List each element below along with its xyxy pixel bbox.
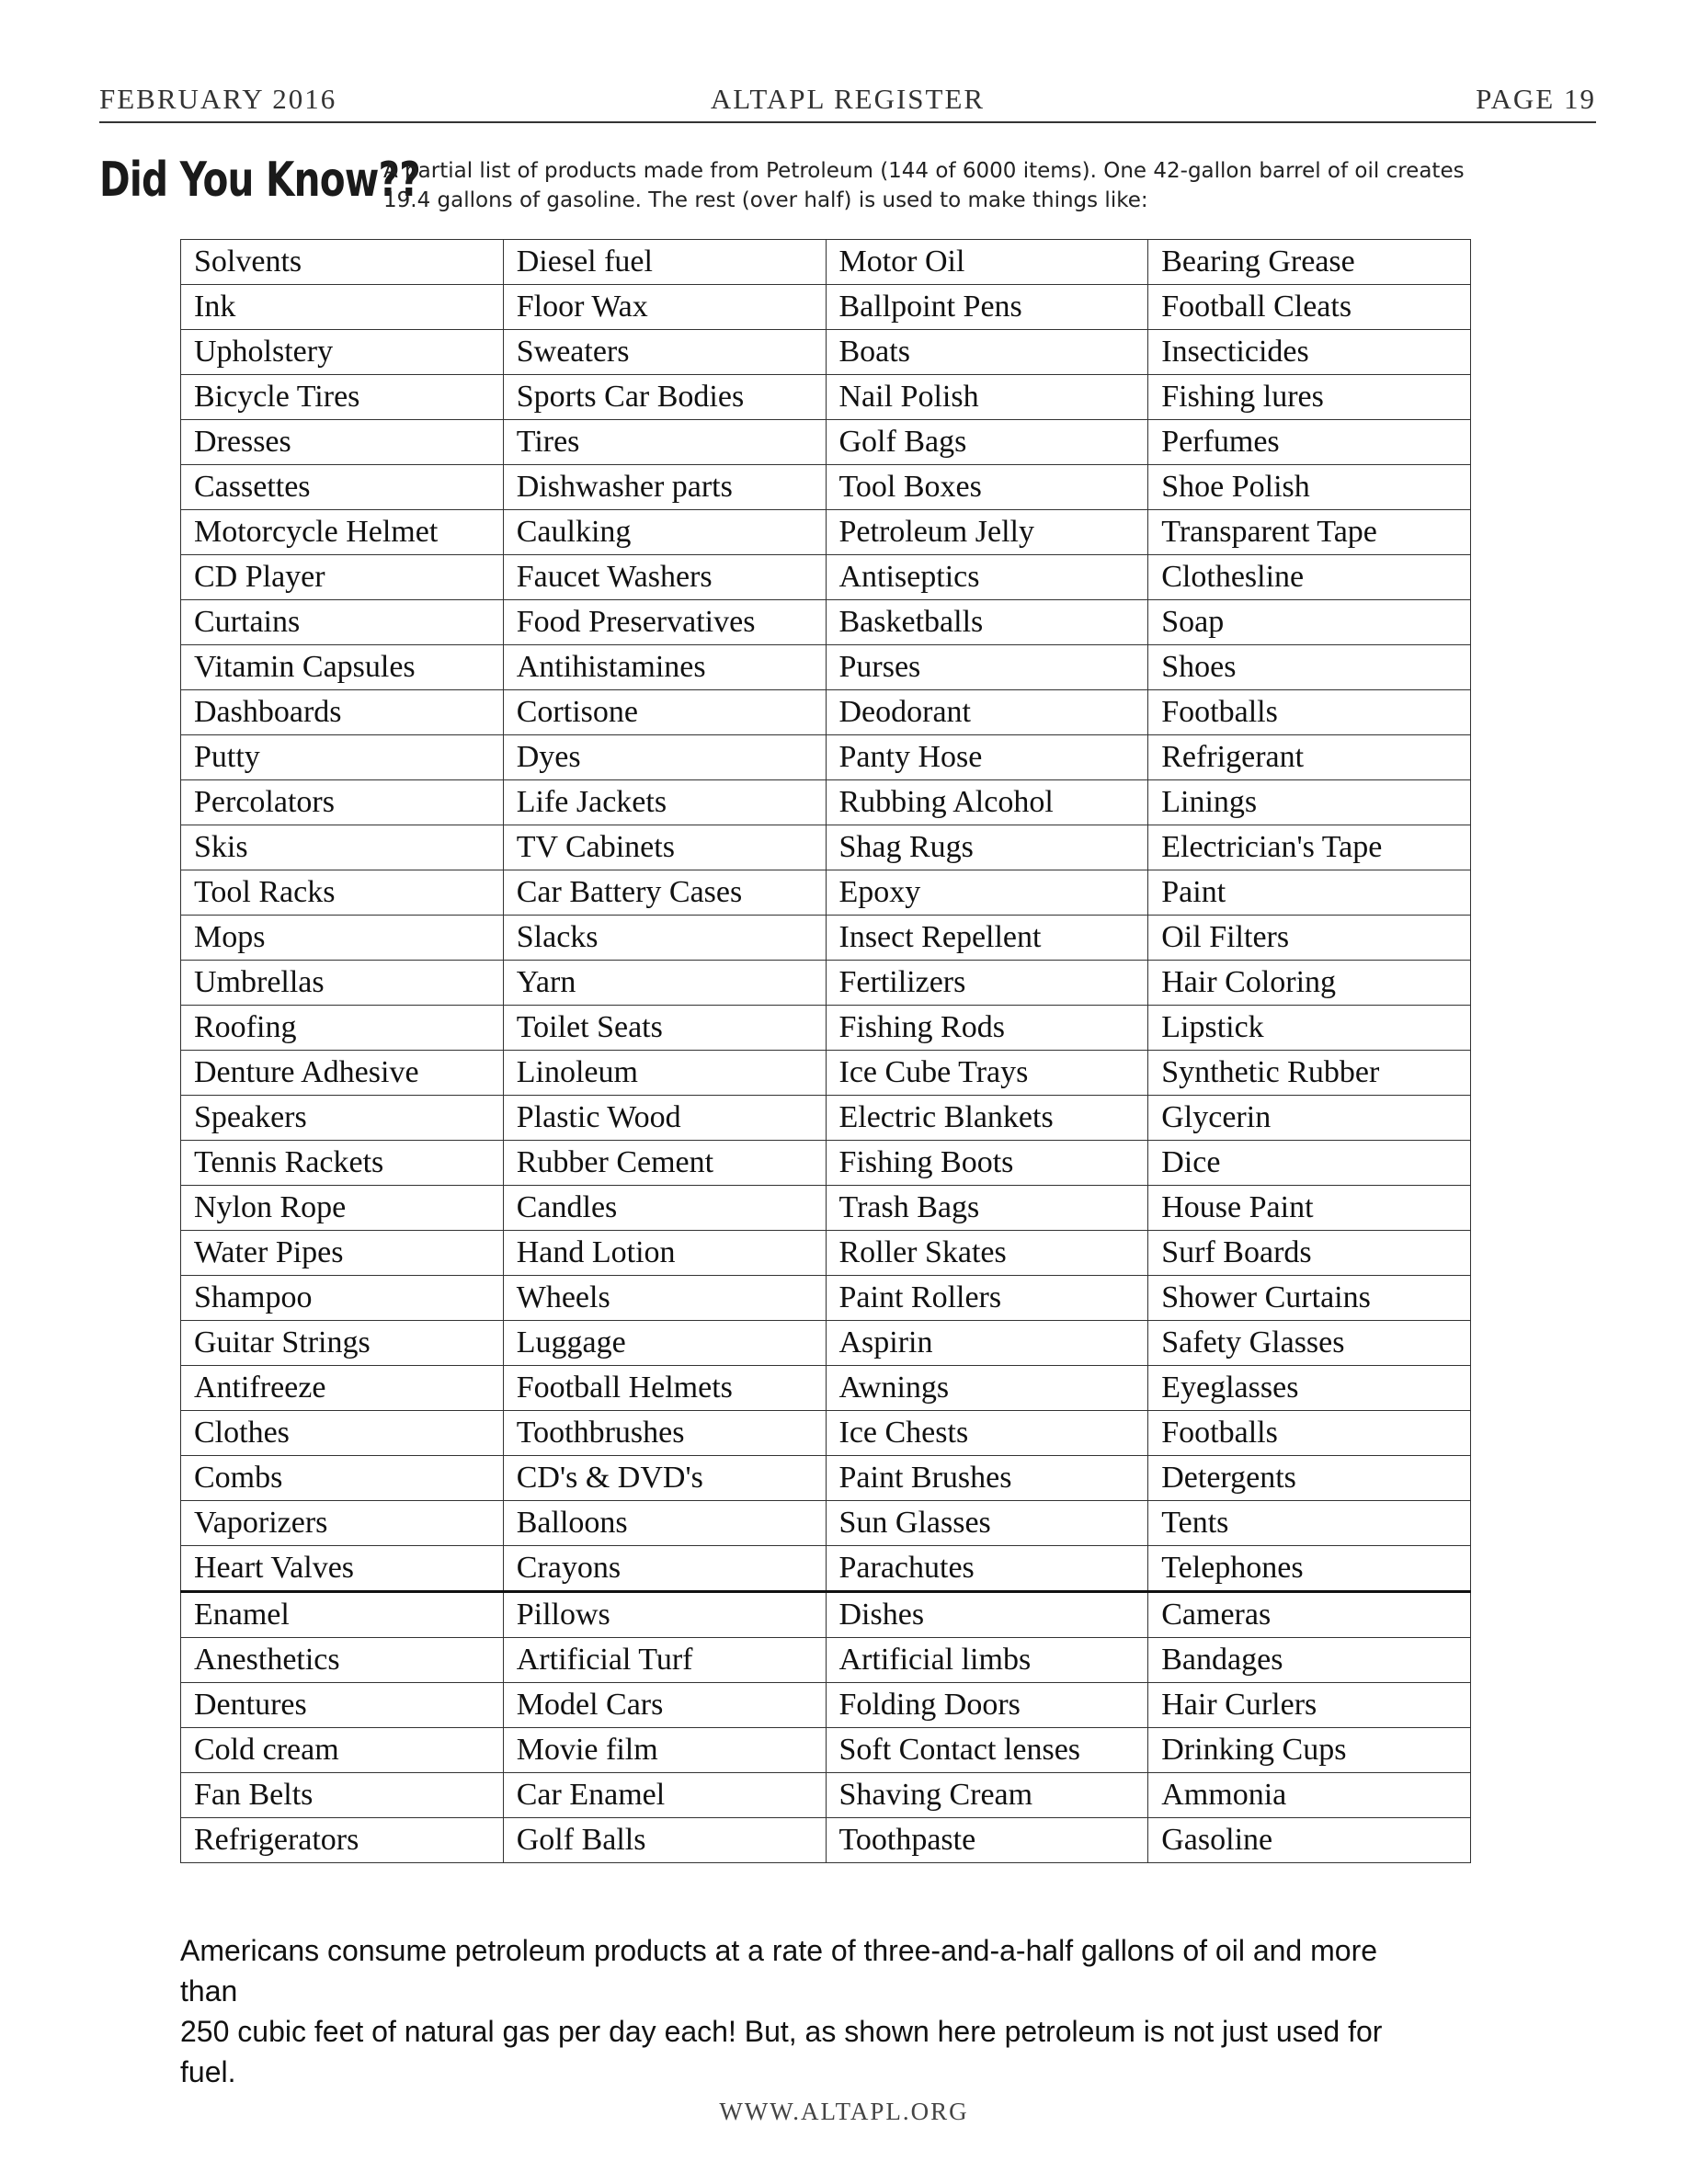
- table-row: [181, 645, 1471, 690]
- publication-name: ALTAPL REGISTER: [710, 83, 986, 115]
- table-cell: Luggage: [503, 1321, 826, 1366]
- table-cell: Linings: [1148, 780, 1471, 825]
- table-row: [181, 1592, 1471, 1638]
- table-cell: Eyeglasses: [1148, 1366, 1471, 1411]
- table-cell: Petroleum Jelly: [826, 510, 1148, 555]
- table-row: [181, 870, 1471, 916]
- table-row: [181, 1501, 1471, 1546]
- table-cell: Trash Bags: [826, 1186, 1148, 1231]
- table-cell: Clothesline: [1148, 555, 1471, 600]
- table-cell: Antifreeze: [181, 1366, 504, 1411]
- table-cell: Toothpaste: [826, 1818, 1148, 1863]
- table-cell: Sports Car Bodies: [503, 375, 826, 420]
- table-row: [181, 420, 1471, 465]
- table-cell: Toothbrushes: [503, 1411, 826, 1456]
- table-cell: Soap: [1148, 600, 1471, 645]
- table-row: [181, 1411, 1471, 1456]
- table-cell: Sun Glasses: [826, 1501, 1148, 1546]
- table-cell: Electric Blankets: [826, 1096, 1148, 1141]
- table-cell: Sweaters: [503, 330, 826, 375]
- table-cell: Floor Wax: [503, 285, 826, 330]
- table-cell: Hand Lotion: [503, 1231, 826, 1276]
- petroleum-products-table: [180, 239, 1471, 1863]
- table-row: [181, 1638, 1471, 1683]
- table-cell: Denture Adhesive: [181, 1051, 504, 1096]
- table-row: [181, 1321, 1471, 1366]
- table-cell: Epoxy: [826, 870, 1148, 916]
- table-cell: Wheels: [503, 1276, 826, 1321]
- table-cell: Folding Doors: [826, 1683, 1148, 1728]
- table-cell: Artificial limbs: [826, 1638, 1148, 1683]
- table-cell: Refrigerators: [181, 1818, 504, 1863]
- closing-line-2: than: [180, 1974, 238, 2008]
- table-cell: Candles: [503, 1186, 826, 1231]
- table-cell: Drinking Cups: [1148, 1728, 1471, 1773]
- table-row: [181, 1006, 1471, 1051]
- table-cell: Artificial Turf: [503, 1638, 826, 1683]
- table-row: [181, 1546, 1471, 1592]
- table-cell: Linoleum: [503, 1051, 826, 1096]
- table-cell: Toilet Seats: [503, 1006, 826, 1051]
- closing-paragraph: [180, 1930, 1486, 2092]
- table-cell: Umbrellas: [181, 961, 504, 1006]
- table-cell: Model Cars: [503, 1683, 826, 1728]
- table-cell: Bandages: [1148, 1638, 1471, 1683]
- table-cell: Pillows: [503, 1592, 826, 1638]
- table-cell: Curtains: [181, 600, 504, 645]
- table-cell: Footballs: [1148, 690, 1471, 735]
- table-cell: Dyes: [503, 735, 826, 780]
- table-cell: Crayons: [503, 1546, 826, 1592]
- table-cell: Life Jackets: [503, 780, 826, 825]
- table-cell: Insecticides: [1148, 330, 1471, 375]
- table-cell: House Paint: [1148, 1186, 1471, 1231]
- table-row: [181, 1276, 1471, 1321]
- table-cell: Football Helmets: [503, 1366, 826, 1411]
- table-cell: Food Preservatives: [503, 600, 826, 645]
- table-cell: Dice: [1148, 1141, 1471, 1186]
- table-row: [181, 961, 1471, 1006]
- table-cell: Shower Curtains: [1148, 1276, 1471, 1321]
- table-cell: Dresses: [181, 420, 504, 465]
- table-cell: Paint: [1148, 870, 1471, 916]
- table-cell: Cameras: [1148, 1592, 1471, 1638]
- table-cell: Perfumes: [1148, 420, 1471, 465]
- products-table-body: [181, 240, 1471, 1863]
- table-row: [181, 375, 1471, 420]
- table-row: [181, 1456, 1471, 1501]
- table-cell: Skis: [181, 825, 504, 870]
- table-cell: Plastic Wood: [503, 1096, 826, 1141]
- table-cell: Ice Chests: [826, 1411, 1148, 1456]
- table-cell: Electrician's Tape: [1148, 825, 1471, 870]
- table-cell: Shaving Cream: [826, 1773, 1148, 1818]
- intro-line-1: A partial list of products made from Petroleum (144 of 6000 items). One 42-gallon barrel of oil creates: [383, 159, 1465, 183]
- table-cell: CD Player: [181, 555, 504, 600]
- table-cell: Vaporizers: [181, 1501, 504, 1546]
- table-cell: Soft Contact lenses: [826, 1728, 1148, 1773]
- table-cell: Faucet Washers: [503, 555, 826, 600]
- website-url: WWW.ALTAPL.ORG: [719, 2098, 969, 2125]
- closing-line-3: 250 cubic feet of natural gas per day each! But, as shown here petroleum is not just used for: [180, 2015, 1383, 2048]
- table-cell: Yarn: [503, 961, 826, 1006]
- table-cell: Caulking: [503, 510, 826, 555]
- table-cell: Ice Cube Trays: [826, 1051, 1148, 1096]
- table-cell: Tents: [1148, 1501, 1471, 1546]
- table-cell: Diesel fuel: [503, 240, 826, 285]
- table-row: [181, 1728, 1471, 1773]
- table-cell: Anesthetics: [181, 1638, 504, 1683]
- table-cell: Balloons: [503, 1501, 826, 1546]
- table-cell: Safety Glasses: [1148, 1321, 1471, 1366]
- table-cell: Rubbing Alcohol: [826, 780, 1148, 825]
- table-cell: Refrigerant: [1148, 735, 1471, 780]
- table-cell: Mops: [181, 916, 504, 961]
- table-row: [181, 1186, 1471, 1231]
- table-row: [181, 735, 1471, 780]
- table-cell: Dishes: [826, 1592, 1148, 1638]
- table-cell: Putty: [181, 735, 504, 780]
- table-cell: Solvents: [181, 240, 504, 285]
- table-cell: TV Cabinets: [503, 825, 826, 870]
- table-cell: Tires: [503, 420, 826, 465]
- table-cell: Golf Bags: [826, 420, 1148, 465]
- table-cell: Ink: [181, 285, 504, 330]
- table-cell: Ammonia: [1148, 1773, 1471, 1818]
- table-row: [181, 690, 1471, 735]
- table-row: [181, 1096, 1471, 1141]
- table-row: [181, 1818, 1471, 1863]
- table-row: [181, 465, 1471, 510]
- table-cell: Oil Filters: [1148, 916, 1471, 961]
- table-cell: Antihistamines: [503, 645, 826, 690]
- table-cell: Guitar Strings: [181, 1321, 504, 1366]
- table-cell: Dishwasher parts: [503, 465, 826, 510]
- table-cell: Shoe Polish: [1148, 465, 1471, 510]
- table-cell: Transparent Tape: [1148, 510, 1471, 555]
- table-cell: Dashboards: [181, 690, 504, 735]
- closing-line-1: Americans consume petroleum products at a rate of three-and-a-half gallons of oil and more: [180, 1934, 1378, 1967]
- table-cell: Heart Valves: [181, 1546, 504, 1592]
- table-cell: Combs: [181, 1456, 504, 1501]
- table-row: [181, 1231, 1471, 1276]
- table-cell: Shoes: [1148, 645, 1471, 690]
- table-cell: Fishing lures: [1148, 375, 1471, 420]
- table-cell: Speakers: [181, 1096, 504, 1141]
- table-cell: Golf Balls: [503, 1818, 826, 1863]
- table-cell: Movie film: [503, 1728, 826, 1773]
- table-row: [181, 825, 1471, 870]
- table-cell: Fishing Rods: [826, 1006, 1148, 1051]
- table-cell: Nylon Rope: [181, 1186, 504, 1231]
- table-cell: Deodorant: [826, 690, 1148, 735]
- table-cell: Clothes: [181, 1411, 504, 1456]
- table-cell: Tennis Rackets: [181, 1141, 504, 1186]
- intro-description: [383, 156, 1615, 215]
- table-cell: Parachutes: [826, 1546, 1148, 1592]
- table-row: [181, 510, 1471, 555]
- table-cell: Ballpoint Pens: [826, 285, 1148, 330]
- table-cell: Awnings: [826, 1366, 1148, 1411]
- table-cell: Rubber Cement: [503, 1141, 826, 1186]
- table-cell: Insect Repellent: [826, 916, 1148, 961]
- closing-line-4: fuel.: [180, 2055, 236, 2088]
- table-cell: Bicycle Tires: [181, 375, 504, 420]
- table-cell: Telephones: [1148, 1546, 1471, 1592]
- table-cell: Glycerin: [1148, 1096, 1471, 1141]
- table-cell: CD's & DVD's: [503, 1456, 826, 1501]
- table-cell: Shag Rugs: [826, 825, 1148, 870]
- table-cell: Upholstery: [181, 330, 504, 375]
- table-cell: Motor Oil: [826, 240, 1148, 285]
- table-cell: Basketballs: [826, 600, 1148, 645]
- table-cell: Shampoo: [181, 1276, 504, 1321]
- table-row: [181, 916, 1471, 961]
- table-row: [181, 1051, 1471, 1096]
- table-cell: Paint Rollers: [826, 1276, 1148, 1321]
- table-row: [181, 600, 1471, 645]
- table-cell: Enamel: [181, 1592, 504, 1638]
- page-header: [99, 83, 1596, 123]
- table-cell: Percolators: [181, 780, 504, 825]
- table-cell: Paint Brushes: [826, 1456, 1148, 1501]
- table-cell: Fan Belts: [181, 1773, 504, 1818]
- table-row: [181, 330, 1471, 375]
- table-cell: Car Battery Cases: [503, 870, 826, 916]
- table-cell: Car Enamel: [503, 1773, 826, 1818]
- table-cell: Roofing: [181, 1006, 504, 1051]
- table-cell: Tool Racks: [181, 870, 504, 916]
- table-cell: Water Pipes: [181, 1231, 504, 1276]
- table-row: [181, 1773, 1471, 1818]
- table-row: [181, 285, 1471, 330]
- table-cell: Aspirin: [826, 1321, 1148, 1366]
- table-cell: Football Cleats: [1148, 285, 1471, 330]
- table-cell: Hair Curlers: [1148, 1683, 1471, 1728]
- table-cell: Lipstick: [1148, 1006, 1471, 1051]
- table-cell: Nail Polish: [826, 375, 1148, 420]
- section-title: Did You Know??: [99, 153, 421, 208]
- table-row: [181, 1366, 1471, 1411]
- table-row: [181, 1141, 1471, 1186]
- table-cell: Tool Boxes: [826, 465, 1148, 510]
- table-cell: Panty Hose: [826, 735, 1148, 780]
- table-cell: Detergents: [1148, 1456, 1471, 1501]
- table-cell: Slacks: [503, 916, 826, 961]
- table-row: [181, 780, 1471, 825]
- table-row: [181, 240, 1471, 285]
- table-cell: Surf Boards: [1148, 1231, 1471, 1276]
- table-cell: Footballs: [1148, 1411, 1471, 1456]
- table-cell: Purses: [826, 645, 1148, 690]
- table-cell: Synthetic Rubber: [1148, 1051, 1471, 1096]
- table-cell: Fishing Boots: [826, 1141, 1148, 1186]
- table-cell: Hair Coloring: [1148, 961, 1471, 1006]
- intro-line-2: 19.4 gallons of gasoline. The rest (over half) is used to make things like:: [383, 188, 1148, 212]
- table-cell: Motorcycle Helmet: [181, 510, 504, 555]
- table-cell: Cold cream: [181, 1728, 504, 1773]
- table-cell: Roller Skates: [826, 1231, 1148, 1276]
- issue-date: FEBRUARY 2016: [99, 83, 337, 115]
- table-cell: Fertilizers: [826, 961, 1148, 1006]
- table-cell: Vitamin Capsules: [181, 645, 504, 690]
- page-number: PAGE 19: [1476, 83, 1596, 115]
- table-cell: Bearing Grease: [1148, 240, 1471, 285]
- table-row: [181, 1683, 1471, 1728]
- table-cell: Dentures: [181, 1683, 504, 1728]
- table-cell: Cortisone: [503, 690, 826, 735]
- table-cell: Boats: [826, 330, 1148, 375]
- table-cell: Gasoline: [1148, 1818, 1471, 1863]
- table-row: [181, 555, 1471, 600]
- intro-section: [99, 153, 1607, 217]
- table-cell: Cassettes: [181, 465, 504, 510]
- table-cell: Antiseptics: [826, 555, 1148, 600]
